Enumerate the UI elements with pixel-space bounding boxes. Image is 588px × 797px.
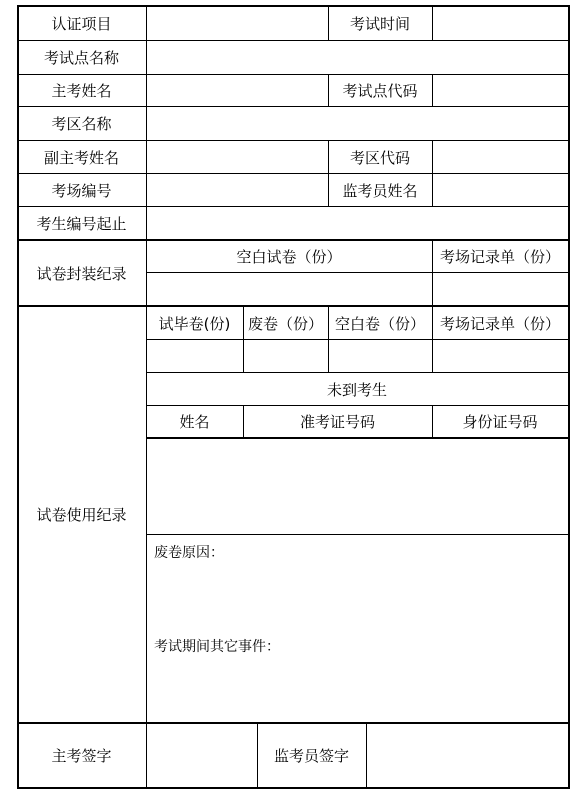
border-right [568,5,570,789]
label-cert-item: 认证项目 [51,14,112,33]
col-line [432,74,433,107]
row-line [146,272,570,273]
label-chief-name: 主考姓名 [51,82,112,100]
label-room-no: 考场编号 [51,181,112,200]
label-proctor-name: 监考员姓名 [342,181,418,200]
label-used-waste: 废卷（份） [247,314,323,333]
label-absent-name: 姓名 [179,413,210,431]
label-absent-ticket: 准考证号码 [299,413,375,431]
label-usage-record: 试卷使用纪录 [36,506,127,524]
label-waste-reason: 废卷原因： [154,545,224,561]
row-line [146,534,570,535]
row-line [146,437,570,439]
label-district-code: 考区代码 [349,148,410,167]
label-proctor-sign: 监考员签字 [273,747,349,765]
label-site-name: 考试点名称 [43,49,119,67]
label-candidate-range: 考生编号起止 [36,214,127,233]
border-bottom [17,787,570,789]
label-used-done: 试毕卷(份) [158,314,231,333]
col-line [432,140,433,207]
label-absent: 未到考生 [326,380,387,399]
label-deputy-name: 副主考姓名 [43,148,119,167]
row-line [146,339,570,340]
label-seal-blank: 空白试卷（份） [236,248,342,266]
label-chief-sign: 主考签字 [51,747,112,765]
label-site-code: 考试点代码 [342,82,418,100]
label-exam-time: 考试时间 [349,14,410,33]
label-seal-record: 试卷封装纪录 [36,264,127,283]
label-district-name: 考区名称 [51,115,112,133]
label-used-blank: 空白卷（份） [334,314,425,333]
col-line [432,5,433,41]
label-other-events: 考试期间其它事件： [154,639,280,655]
label-seal-record-sheet: 考场记录单（份） [439,248,560,266]
label-used-record-sheet: 考场记录单（份） [439,314,560,333]
col-line [366,722,367,788]
label-absent-id: 身份证号码 [462,413,538,431]
